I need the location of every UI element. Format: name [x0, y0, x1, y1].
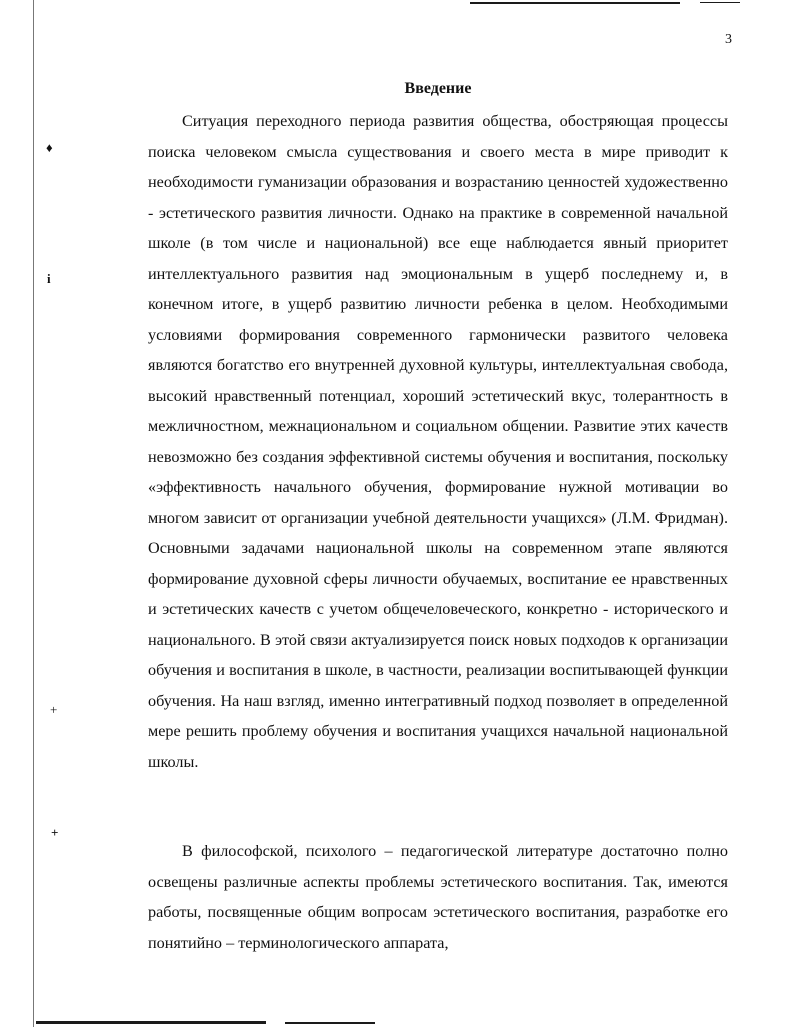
- scan-left-edge: [33, 0, 34, 1027]
- margin-mark-icon: +: [50, 702, 58, 717]
- scan-bottom-line: [36, 1021, 266, 1024]
- page-title: Введение: [404, 80, 472, 97]
- paragraph-literature: В философской, психолого – педагогической литературе достаточно полно освещены различные аспекты проблемы эстетического воспитания. Так, имеются работы, посвященные общим вопросам эстетического воспитания, разработке его понятийно – терминологического аппарата,: [148, 842, 728, 952]
- page-number: 3: [725, 32, 732, 47]
- scan-bottom-line-dash: [285, 1022, 375, 1024]
- margin-mark-icon: i: [47, 271, 51, 286]
- margin-mark-icon: +: [51, 825, 59, 840]
- paragraph-intro: Ситуация переходного периода развития общества, обостряющая процессы поиска человеком смысла существования и своего места в мире приводит к необходимости гуманизации образования и возрастанию ценностей художественно - эстетического развития личности. Однако на практике в современной начальной школе (в том числе и национальной) все еще наблюдается явный приоритет интеллектуального развития над эмоциональным в ущерб последнему и, в конечном итоге, в ущерб развитию личности ребенка в целом. Необходимыми условиями формирования современного гармонически развитого человека являются богатство его внутренней духовной культуры, интеллектуальная свобода, высокий нравственный потенциал, хороший эстетический вкус, толерантность в межличностном, межнациональном и социальном общении. Развитие этих качеств невозможно без создания эффективной системы обучения и воспитания, поскольку «эффективность начального обучения, формирование нужной мотивации во многом зависит от организации учебной деятельности учащихся» (Л.М. Фридман). Основными задачами национальной школы на современном этапе являются формирование духовной сферы личности обучаемых, воспитание ее нравственных и эстетических качеств с учетом общечеловеческого, конкретно - исторического и национального. В этой связи актуализируется поиск новых подходов к организации обучения и воспитания в школе, в частности, реализации воспитывающей функции обучения. На наш взгляд, именно интегративный подход позволяет в определенной мере решить проблему обучения и воспитания учащихся начальной национальной школы.: [148, 112, 728, 771]
- scan-top-line-short: [700, 2, 740, 3]
- scan-top-line: [470, 2, 680, 4]
- margin-mark-icon: ♦: [46, 140, 53, 155]
